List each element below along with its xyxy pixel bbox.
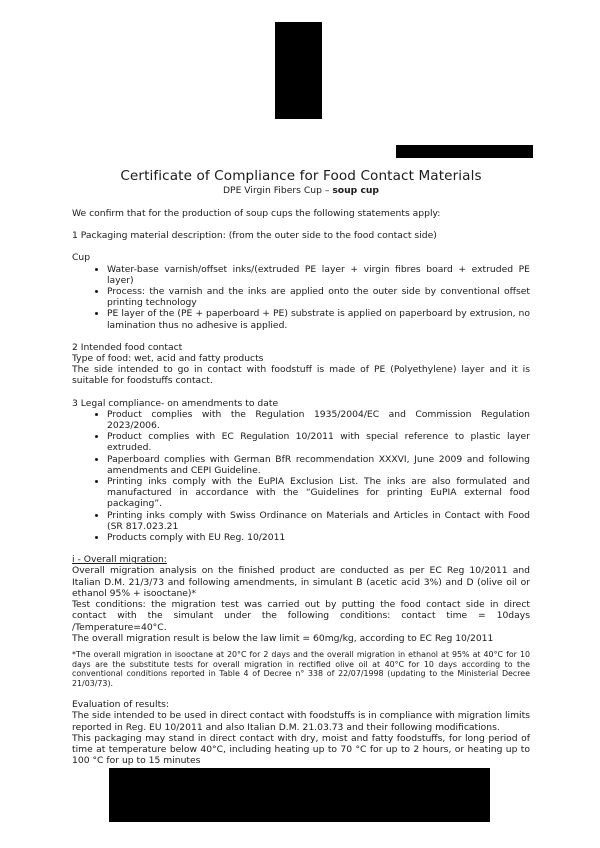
section2-line2: The side intended to go in contact with foodstuff is made of PE (Polyethylene) layer and it is suitable for foodstuffs contact. xyxy=(72,364,530,387)
list-item: • Paperboard complies with German BfR recommendation XXXVI, June 2009 and following amendments and CEPI Guideline. xyxy=(107,454,530,476)
migration-para2: Test conditions: the migration test was carried out by putting the food contact side in direct contact with the simulant under the following conditions: contact time = 10days /Temperature=40°C. xyxy=(72,599,530,633)
migration-footnote: *The overall migration in isooctane at 20°C for 2 days and the overall migration in ethanol at 95% at 40°C for 10 days are the substitute tests for overall migration in rectified olive oil at 40°C for 10 days according to the conventional conditions reported in Table 4 of Decree n° 338 of 22/07/1998 (updating to the Ministerial Decree 21/03/73). xyxy=(72,649,530,688)
list-item: • Water-base varnish/offset inks/(extruded PE layer + virgin fibres board + extruded PE layer) xyxy=(107,264,530,286)
evaluation-heading: Evaluation of results: xyxy=(72,699,170,711)
migration-para1: Overall migration analysis on the finished product are conducted as per EC Reg 10/2011 and Italian D.M. 21/3/73 and following amendments, in simulant B (acetic acid 3%) and D (olive oil or ethanol 95% + isooctane)* xyxy=(72,565,530,599)
intro-text: We confirm that for the production of soup cups the following statements apply: xyxy=(72,208,441,219)
list-item: • Process: the varnish and the inks are applied onto the outer side by conventional offset printing technology xyxy=(107,286,530,308)
list-item: • Products comply with EU Reg. 10/2011 xyxy=(107,532,530,543)
list-item: • Product complies with EC Regulation 10/2011 with special reference to plastic layer extruded. xyxy=(107,431,530,453)
certificate-document xyxy=(72,168,530,767)
redacted-logo xyxy=(275,22,322,119)
redacted-footer xyxy=(109,768,490,822)
subtitle-prefix: DPE Virgin Fibers Cup – xyxy=(222,185,333,196)
subtitle-product: soup cup xyxy=(332,185,380,196)
list-item: • Printing inks comply with the EuPIA Exclusion List. The inks are also formulated and manufactured in accordance with the “Guidelines for printing EuPIA external food packaging”. xyxy=(107,476,530,510)
document-title: Certificate of Compliance for Food Contact Materials xyxy=(120,168,482,184)
document-subtitle xyxy=(72,185,530,196)
section2-line1: Type of food: wet, acid and fatty products xyxy=(72,353,264,365)
list-item: • Printing inks comply with Swiss Ordinance on Materials and Articles in Contact with Food (SR 817.023.21 xyxy=(107,510,530,532)
section1-heading-line xyxy=(72,230,530,241)
redacted-header-strip xyxy=(396,145,533,158)
section1-list xyxy=(72,264,530,331)
section1-subheading: Cup xyxy=(72,252,91,264)
list-item: • Product complies with the Regulation 1935/2004/EC and Commission Regulation 2023/2006. xyxy=(107,409,530,431)
migration-heading: i - Overall migration: xyxy=(72,554,167,566)
section2-heading: 2 Intended food contact xyxy=(72,341,183,353)
list-item: • PE layer of the (PE + paperboard + PE) substrate is applied on paperboard by extrusion, no lamination thus no adhesive is applied. xyxy=(107,308,530,330)
section1-heading: 1 Packaging material description xyxy=(72,230,223,242)
evaluation-para1: The side intended to be used in direct contact with foodstuffs is in compliance with migration limits reported in Reg. EU 10/2011 and also Italian D.M. 21.03.73 and their following modifications. xyxy=(72,710,530,733)
section3-heading: 3 Legal compliance- on amendments to date xyxy=(72,397,279,409)
section1-heading-tail: : (from the outer side to the food contact side) xyxy=(222,230,437,242)
evaluation-para2: This packaging may stand in direct contact with dry, moist and fatty foodstuffs, for long period of time at temperature below 40°C, including heating up to 70 °C for up to 2 hours, or heating up to 100 °C for up to 15 minutes xyxy=(72,732,530,767)
migration-para3: The overall migration result is below the law limit = 60mg/kg, according to EC Reg 10/2011 xyxy=(72,632,494,644)
section3-list xyxy=(72,409,530,543)
